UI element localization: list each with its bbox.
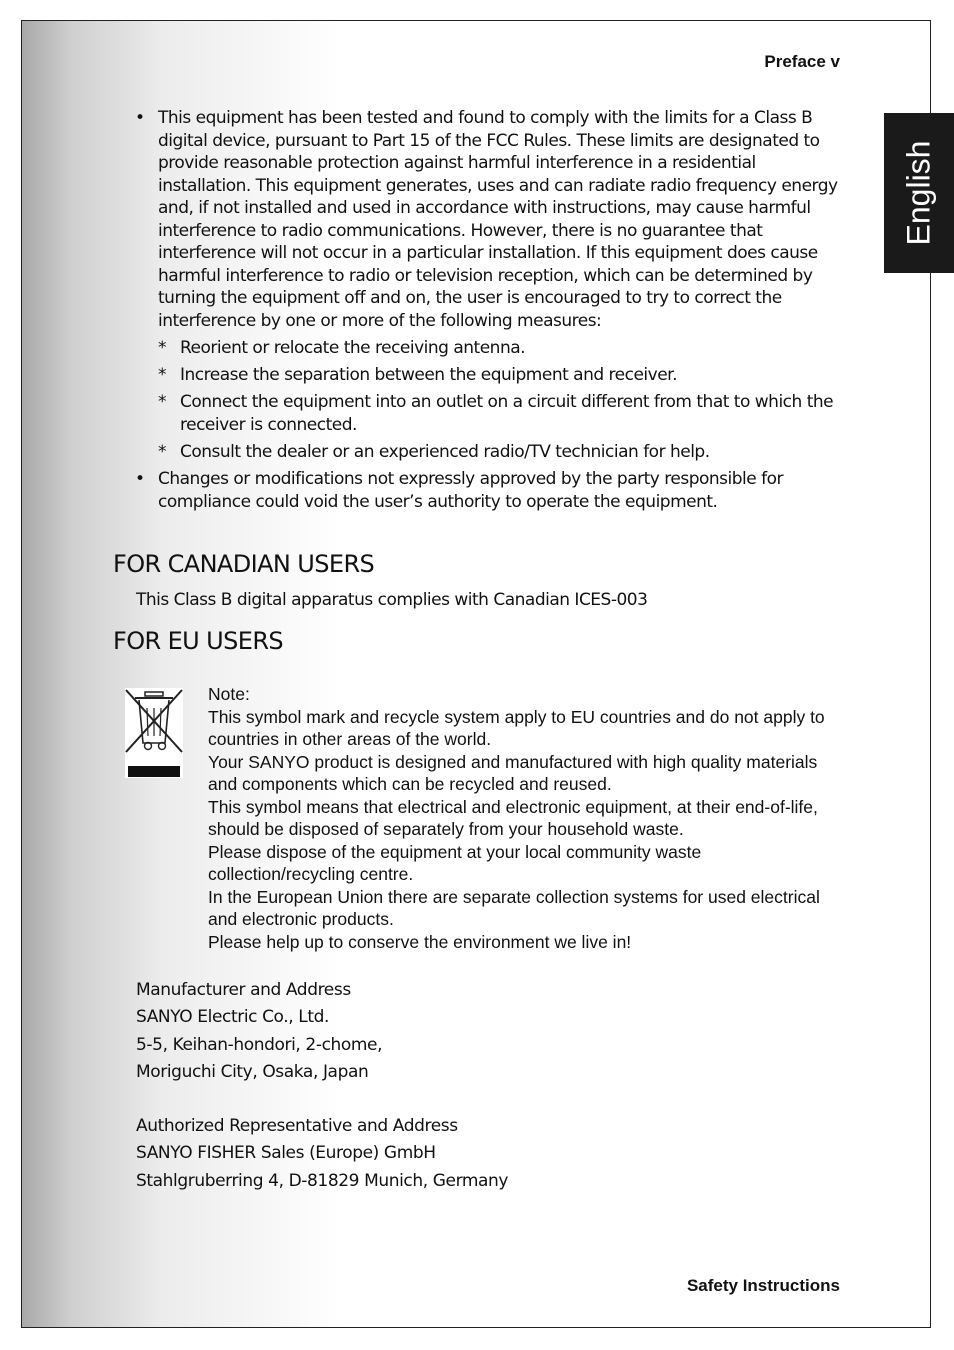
measure-text: Increase the separation between the equipment and receiver. <box>180 365 678 385</box>
bullet-dot: • <box>135 108 145 128</box>
measure-item <box>158 391 845 436</box>
address-line: Authorized Representative and Address <box>136 1116 458 1136</box>
address-line: 5-5, Keihan-hondori, 2-chome, <box>136 1034 383 1055</box>
canadian-section-title: FOR CANADIAN USERS <box>113 550 375 578</box>
address-line: Moriguchi City, Osaka, Japan <box>136 1061 369 1082</box>
eu-note-line: Please dispose of the equipment at your local community waste collection/recycling centre. <box>208 841 702 884</box>
fcc-bullet-text: This equipment has been tested and found to comply with the limits for a Class B digital device, pursuant to Part 15 of the FCC Rules. These limits are designated to provide reasonable protection against harmful interference in a residential installation. This equipment generates, uses and can radiate radio frequency energy and, if not installed and used in accordance with instructions, may cause harmful interference to radio communications. However, there is no guarantee that interference will not occur in a particular installation. If this equipment does cause harmful interference to radio or television reception, which can be determined by turning the equipment off and on, the user is encouraged to try to correct the interference by one or more of the following measures: <box>158 108 838 331</box>
language-tab <box>884 113 954 273</box>
eu-note-line: Your SANYO product is designed and manufactured with high quality materials and components which can be recycled and reused. <box>208 751 818 794</box>
eu-note <box>208 683 848 953</box>
asterisk: * <box>158 392 166 412</box>
eu-note-line: This symbol means that electrical and electronic equipment, at their end-of-life, should be disposed of separately from your household waste. <box>208 796 818 839</box>
fcc-statement <box>135 107 845 518</box>
eu-note-line: Please help up to conserve the environment we live in! <box>208 931 632 952</box>
manufacturer-address <box>136 977 382 1086</box>
measure-text: Connect the equipment into an outlet on a circuit different from that to which the receiver is connected. <box>180 392 834 435</box>
page-footer: Safety Instructions <box>686 1276 840 1295</box>
fcc-bullet-text: Changes or modifications not expressly approved by the party responsible for compliance could void the user’s authority to operate the equipment. <box>158 469 783 512</box>
address-line: Stahlgruberring 4, D-81829 Munich, Germany <box>136 1170 509 1191</box>
measure-item <box>158 364 845 387</box>
asterisk: * <box>158 441 166 462</box>
language-tab-label: English <box>900 140 937 246</box>
address-line: SANYO Electric Co., Ltd. <box>136 1007 330 1028</box>
asterisk: * <box>158 365 166 385</box>
fcc-bullet <box>135 468 845 513</box>
asterisk: * <box>158 338 166 358</box>
measure-item <box>158 337 845 360</box>
representative-address <box>136 1113 508 1195</box>
page-header: Preface v <box>764 52 840 71</box>
fcc-bullet <box>135 107 845 463</box>
eu-section-title: FOR EU USERS <box>113 627 284 655</box>
measure-text: Reorient or relocate the receiving antenna. <box>180 338 526 358</box>
canadian-statement: This Class B digital apparatus complies with Canadian ICES-003 <box>136 590 648 610</box>
bullet-dot: • <box>135 469 145 489</box>
measure-item <box>158 441 845 464</box>
eu-note-line: Note: <box>208 684 250 704</box>
address-line: SANYO FISHER Sales (Europe) GmbH <box>136 1143 436 1164</box>
address-line: Manufacturer and Address <box>136 980 351 1000</box>
crossed-out-wheelie-bin-icon <box>122 688 186 780</box>
eu-note-line: This symbol mark and recycle system apply to EU countries and do not apply to countries in other areas of the world. <box>208 706 825 749</box>
measures-list <box>158 337 845 463</box>
eu-note-line: In the European Union there are separate collection systems for used electrical and electronic products. <box>208 886 820 929</box>
measure-text: Consult the dealer or an experienced radio/TV technician for help. <box>180 441 710 462</box>
